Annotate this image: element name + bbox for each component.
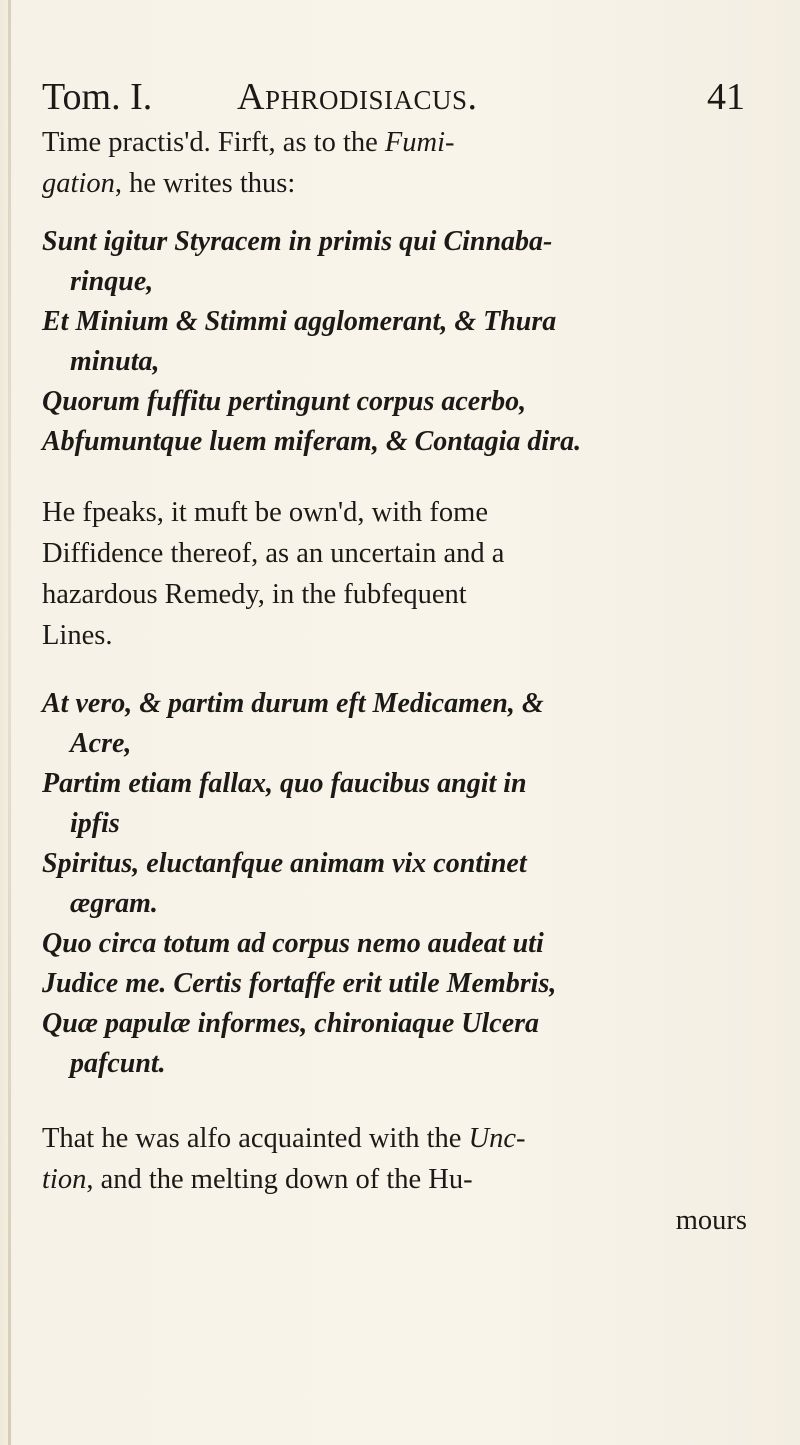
paragraph-2-line: He fpeaks, it muft be own'd, with fome: [42, 497, 488, 528]
paragraph-1: [42, 122, 747, 204]
verse-1-line: Sunt igitur Styracem in primis qui Cinnaba-: [42, 226, 553, 257]
verse-2-line: Judice me. Certis fortaffe erit utile Membris,: [42, 968, 557, 999]
paragraph-3: [42, 1118, 747, 1241]
verse-2-line: ægram.: [70, 888, 158, 919]
paragraph-2: [42, 492, 747, 656]
paragraph-3-line-1: That he was alfo acquainted with the Unc-: [42, 1123, 526, 1154]
paragraph-2-line: hazardous Remedy, in the fubfequent: [42, 579, 467, 610]
verse-1-line: Quorum fuffitu pertingunt corpus acerbo,: [42, 386, 527, 417]
verse-2-line: At vero, & partim durum eft Medicamen, &: [42, 688, 544, 719]
verse-2-line: Acre,: [70, 728, 132, 759]
running-title: Aphrodisiacus.: [237, 76, 478, 118]
page-number: 41: [707, 76, 745, 118]
paragraph-3-line-2: tion, and the melting down of the Hu-: [42, 1164, 473, 1195]
verse-1-line: Et Minium & Stimmi agglomerant, & Thura: [42, 306, 557, 337]
verse-1-line: Abfumuntque luem miferam, & Contagia dira.: [42, 426, 582, 457]
verse-2-line: Partim etiam fallax, quo faucibus angit in: [42, 768, 527, 799]
verse-2-line: pafcunt.: [70, 1048, 166, 1079]
verse-2-line: ipfis: [70, 808, 120, 839]
verse-2-line: Quo circa totum ad corpus nemo audeat uti: [42, 928, 544, 959]
paragraph-2-line: Lines.: [42, 620, 113, 651]
verse-1-line: minuta,: [70, 346, 160, 377]
verse-1-line: rinque,: [70, 266, 154, 297]
verse-quotation-2: [42, 684, 747, 1084]
verse-2-line: Spiritus, eluctanfque animam vix continet: [42, 848, 527, 879]
verse-quotation-1: [42, 222, 747, 462]
page-body: [42, 122, 747, 1241]
running-header: [42, 72, 745, 122]
catchword: mours: [675, 1205, 747, 1236]
page-gutter: [8, 0, 11, 1445]
verse-2-line: Quæ papulæ informes, chironiaque Ulcera: [42, 1008, 540, 1039]
paragraph-2-line: Diffidence thereof, as an uncertain and a: [42, 538, 505, 569]
volume-label: Tom. I.: [42, 76, 153, 118]
paragraph-1-line-1: Time practis'd. Firft, as to the Fumi-: [42, 127, 455, 158]
paragraph-1-line-2: gation, he writes thus:: [42, 168, 296, 199]
